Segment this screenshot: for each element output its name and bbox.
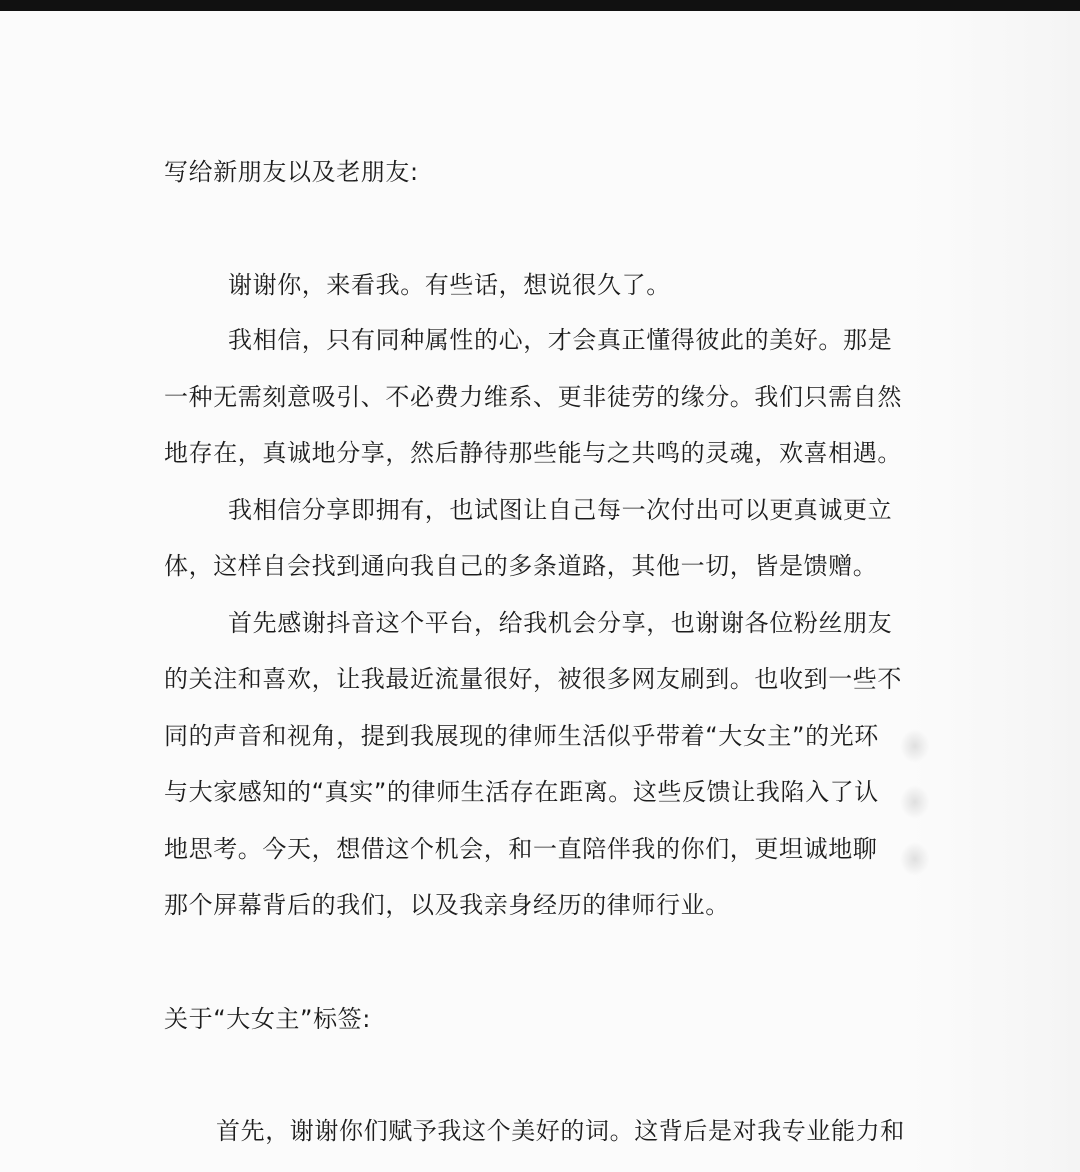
paragraph-2-line-3: 地存在，真诚地分享，然后静待那些能与之共鸣的灵魂，欢喜相遇。: [164, 439, 902, 467]
paragraph-4-line-2: 的关注和喜欢，让我最近流量很好，被很多网友刷到。也收到一些不: [164, 665, 902, 693]
paragraph-4-line-1: 首先感谢抖音这个平台，给我机会分享，也谢谢各位粉丝朋友: [228, 609, 893, 637]
section-paragraph-line-1: 首先，谢谢你们赋予我这个美好的词。这背后是对我专业能力和: [216, 1117, 905, 1145]
paragraph-2-line-1: 我相信，只有同种属性的心，才会真正懂得彼此的美好。那是: [228, 326, 893, 354]
section-heading: 关于“大女主”标签:: [164, 1005, 371, 1033]
document-page: [0, 11, 1080, 1172]
paragraph-4-line-6: 那个屏幕背后的我们，以及我亲身经历的律师行业。: [164, 891, 730, 919]
paragraph-3-line-1: 我相信分享即拥有，也试图让自己每一次付出可以更真诚更立: [228, 496, 893, 524]
paragraph-4-line-3: 同的声音和视角，提到我展现的律师生活似乎带着“大女主”的光环: [164, 722, 879, 750]
document-heading: 写给新朋友以及老朋友:: [164, 158, 419, 186]
top-edge-bar: [0, 0, 1080, 11]
paragraph-4-line-5: 地思考。今天，想借这个机会，和一直陪伴我的你们，更坦诚地聊: [164, 835, 878, 863]
paragraph-1-line-1: 谢谢你，来看我。有些话，想说很久了。: [228, 271, 671, 299]
paragraph-3-line-2: 体，这样自会找到通向我自己的多条道路，其他一切，皆是馈赠。: [164, 552, 878, 580]
paragraph-2-line-2: 一种无需刻意吸引、不必费力维系、更非徒劳的缘分。我们只需自然: [164, 383, 902, 411]
right-edge-shadow: [910, 11, 1080, 1172]
paragraph-4-line-4: 与大家感知的“真实”的律师生活存在距离。这些反馈让我陷入了认: [164, 778, 879, 806]
